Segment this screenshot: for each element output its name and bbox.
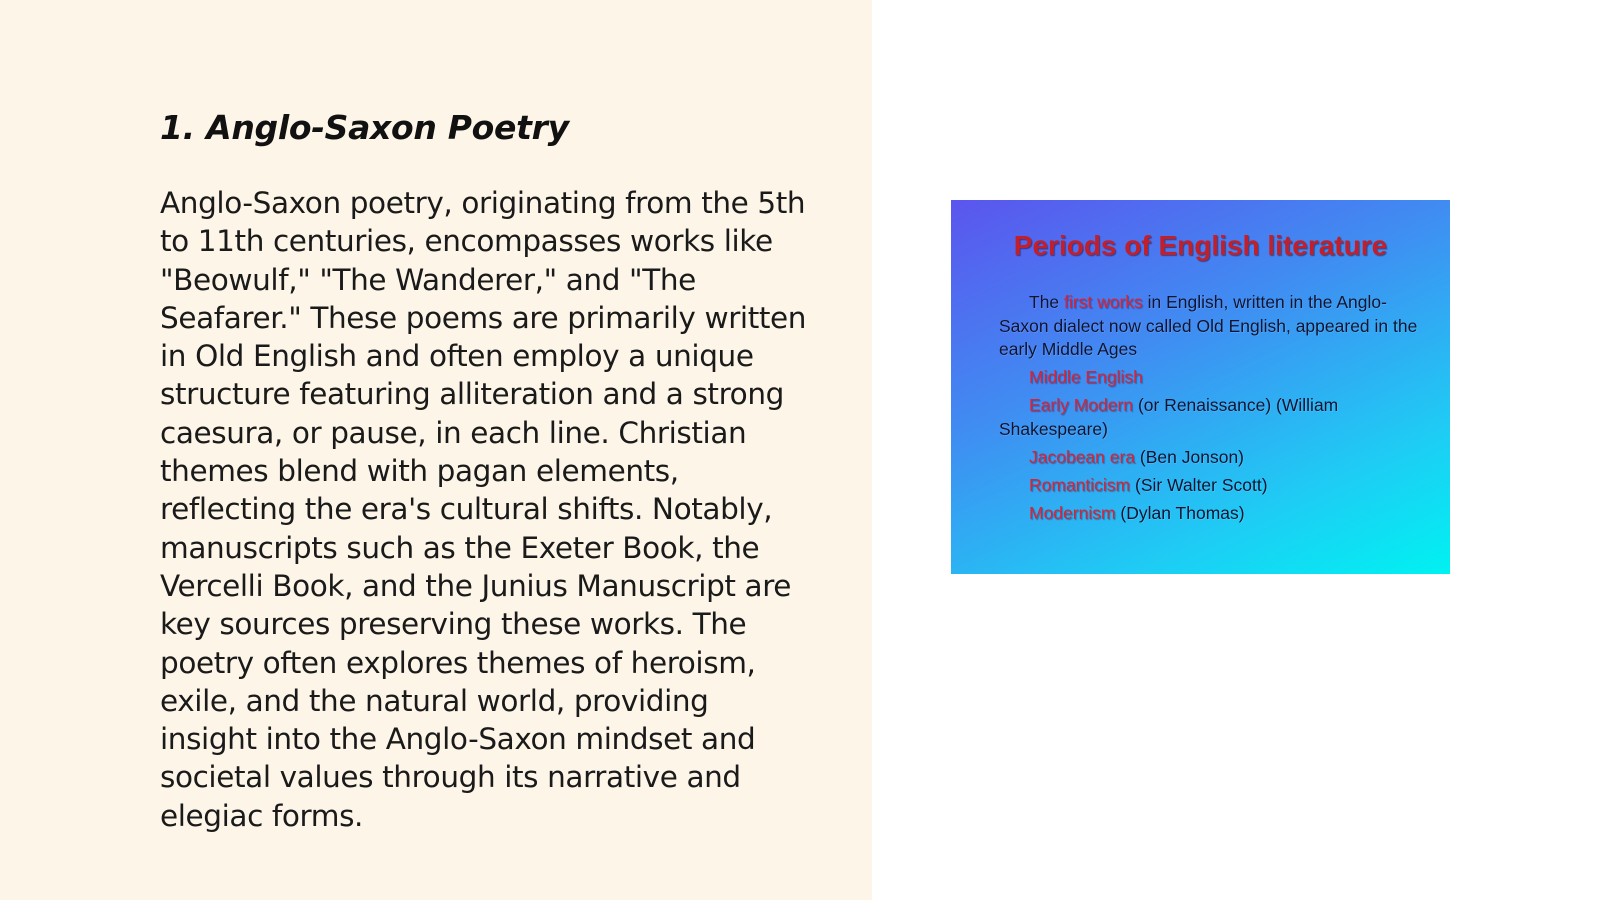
image-title: Periods of English literature: [1013, 230, 1388, 261]
period-name: first works: [1064, 292, 1143, 312]
period-item-text: (Ben Jonson): [1135, 446, 1245, 467]
body-line: themes blend with pagan elements,: [160, 454, 679, 489]
period-item: [999, 502, 1419, 526]
period-item-text: (or Renaissance) (William Shakespeare): [999, 395, 1339, 439]
body-line: key sources preserving these works. The: [160, 607, 747, 642]
period-item: [999, 291, 1419, 362]
period-name: Romanticism: [1029, 474, 1131, 495]
period-name: Modernism: [1029, 502, 1116, 523]
body-line: societal values through its narrative and: [160, 760, 741, 795]
period-item-text: (Sir Walter Scott): [1130, 474, 1268, 495]
body-line: to 11th centuries, encompasses works like: [160, 224, 773, 259]
body-line: in Old English and often employ a unique: [160, 339, 754, 374]
slide-body-text: [160, 184, 850, 835]
period-item-text: The: [1029, 292, 1065, 312]
body-line: reflecting the era's cultural shifts. Notably,: [160, 492, 773, 527]
body-line: Anglo-Saxon poetry, originating from the 5th: [160, 186, 806, 220]
period-item: [999, 446, 1419, 470]
body-line: caesura, or pause, in each line. Christian: [160, 415, 747, 450]
body-line: poetry often explores themes of heroism,: [160, 645, 756, 680]
body-line: Vercelli Book, and the Junius Manuscript are: [160, 568, 792, 603]
body-line: manuscripts such as the Exeter Book, the: [160, 530, 760, 565]
period-item-text: in English, written in the Anglo-Saxon dialect now called Old English, appeared in the early Middle Ages: [999, 292, 1418, 359]
body-line: elegiac forms.: [160, 798, 364, 833]
period-item-text: (Dylan Thomas): [1115, 502, 1245, 523]
period-name: Early Modern: [1029, 395, 1134, 415]
period-item: [999, 366, 1419, 390]
periods-image: [951, 200, 1450, 574]
body-line: insight into the Anglo-Saxon mindset and: [160, 722, 756, 757]
body-line: "Beowulf," "The Wanderer," and "The: [160, 262, 696, 297]
period-name: Middle English: [1029, 367, 1143, 387]
period-name: Jacobean era: [1029, 446, 1136, 467]
body-line: exile, and the natural world, providing: [160, 683, 709, 718]
periods-list: [999, 291, 1419, 530]
body-line: Seafarer." These poems are primarily written: [160, 300, 807, 335]
period-item: [999, 474, 1419, 498]
slide-heading: 1. Anglo-Saxon Poetry: [160, 108, 569, 147]
body-line: structure featuring alliteration and a strong: [160, 377, 784, 412]
period-item: [999, 394, 1419, 441]
